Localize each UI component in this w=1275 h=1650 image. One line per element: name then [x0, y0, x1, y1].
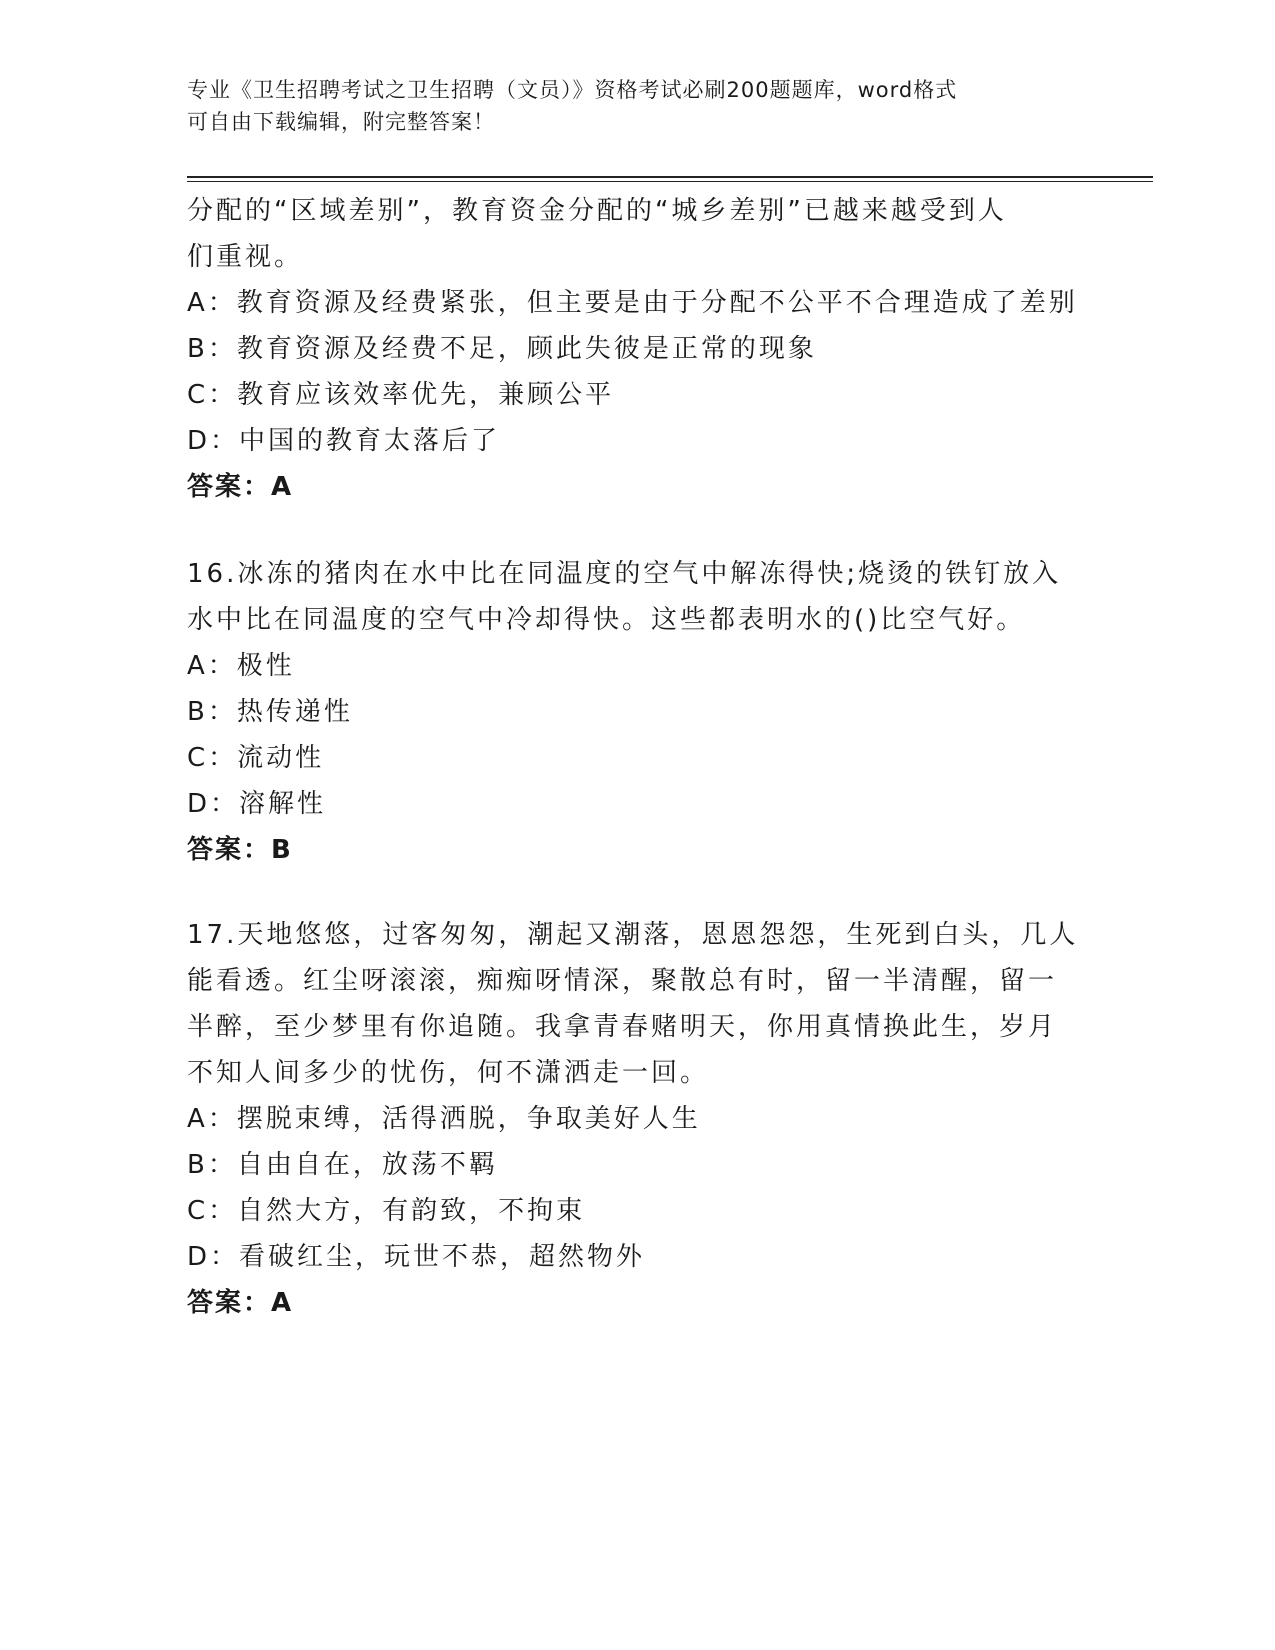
question-stem-line: 能看透。红尘呀滚滚，痴痴呀情深，聚散总有时，留一半清醒，留一	[187, 966, 1058, 996]
option-b: B：热传递性	[187, 697, 353, 727]
header-line-2: 可自由下载编辑，附完整答案！	[187, 110, 495, 134]
option-b: B：教育资源及经费不足，顾此失彼是正常的现象	[187, 334, 817, 364]
option-c: C：流动性	[187, 743, 325, 773]
option-d: D：溶解性	[187, 789, 327, 819]
header-line-1: 专业《卫生招聘考试之卫生招聘（文员）》资格考试必刷200题题库，word格式	[187, 78, 958, 102]
question-stem-line: 17.天地悠悠，过客匆匆，潮起又潮落，恩恩怨怨，生死到白头，几人	[187, 920, 1079, 950]
question-stem-line: 不知人间多少的忧伤，何不潇洒走一回。	[187, 1058, 710, 1088]
question-stem-line: 半醉，至少梦里有你追随。我拿青春赌明天，你用真情换此生，岁月	[187, 1012, 1058, 1042]
page-header	[187, 74, 1067, 138]
option-c: C：教育应该效率优先，兼顾公平	[187, 380, 615, 410]
question-stem-line: 们重视。	[187, 242, 304, 272]
header-divider	[187, 176, 1153, 182]
question-17	[187, 912, 1087, 1326]
question-16	[187, 551, 1087, 873]
answer-line: 答案：A	[187, 472, 294, 502]
option-a: A：教育资源及经费紧张，但主要是由于分配不公平不合理造成了差别	[187, 288, 1078, 318]
answer-line: 答案：A	[187, 1288, 294, 1318]
question-stem-line: 16.冰冻的猪肉在水中比在同温度的空气中解冻得快;烧烫的铁钉放入	[187, 559, 1062, 589]
option-d: D：看破红尘，玩世不恭，超然物外	[187, 1242, 646, 1272]
option-a: A：极性	[187, 651, 295, 681]
option-b: B：自由自在，放荡不羁	[187, 1150, 498, 1180]
option-d: D：中国的教育太落后了	[187, 426, 501, 456]
answer-line: 答案：B	[187, 835, 293, 865]
question-15-continuation	[187, 188, 1087, 510]
question-stem-line: 分配的“区域差别”，教育资金分配的“城乡差别”已越来越受到人	[187, 196, 1007, 226]
option-a: A：摆脱束缚，活得洒脱，争取美好人生	[187, 1104, 701, 1134]
question-stem-line: 水中比在同温度的空气中冷却得快。这些都表明水的()比空气好。	[187, 605, 1026, 635]
option-c: C：自然大方，有韵致，不拘束	[187, 1196, 586, 1226]
